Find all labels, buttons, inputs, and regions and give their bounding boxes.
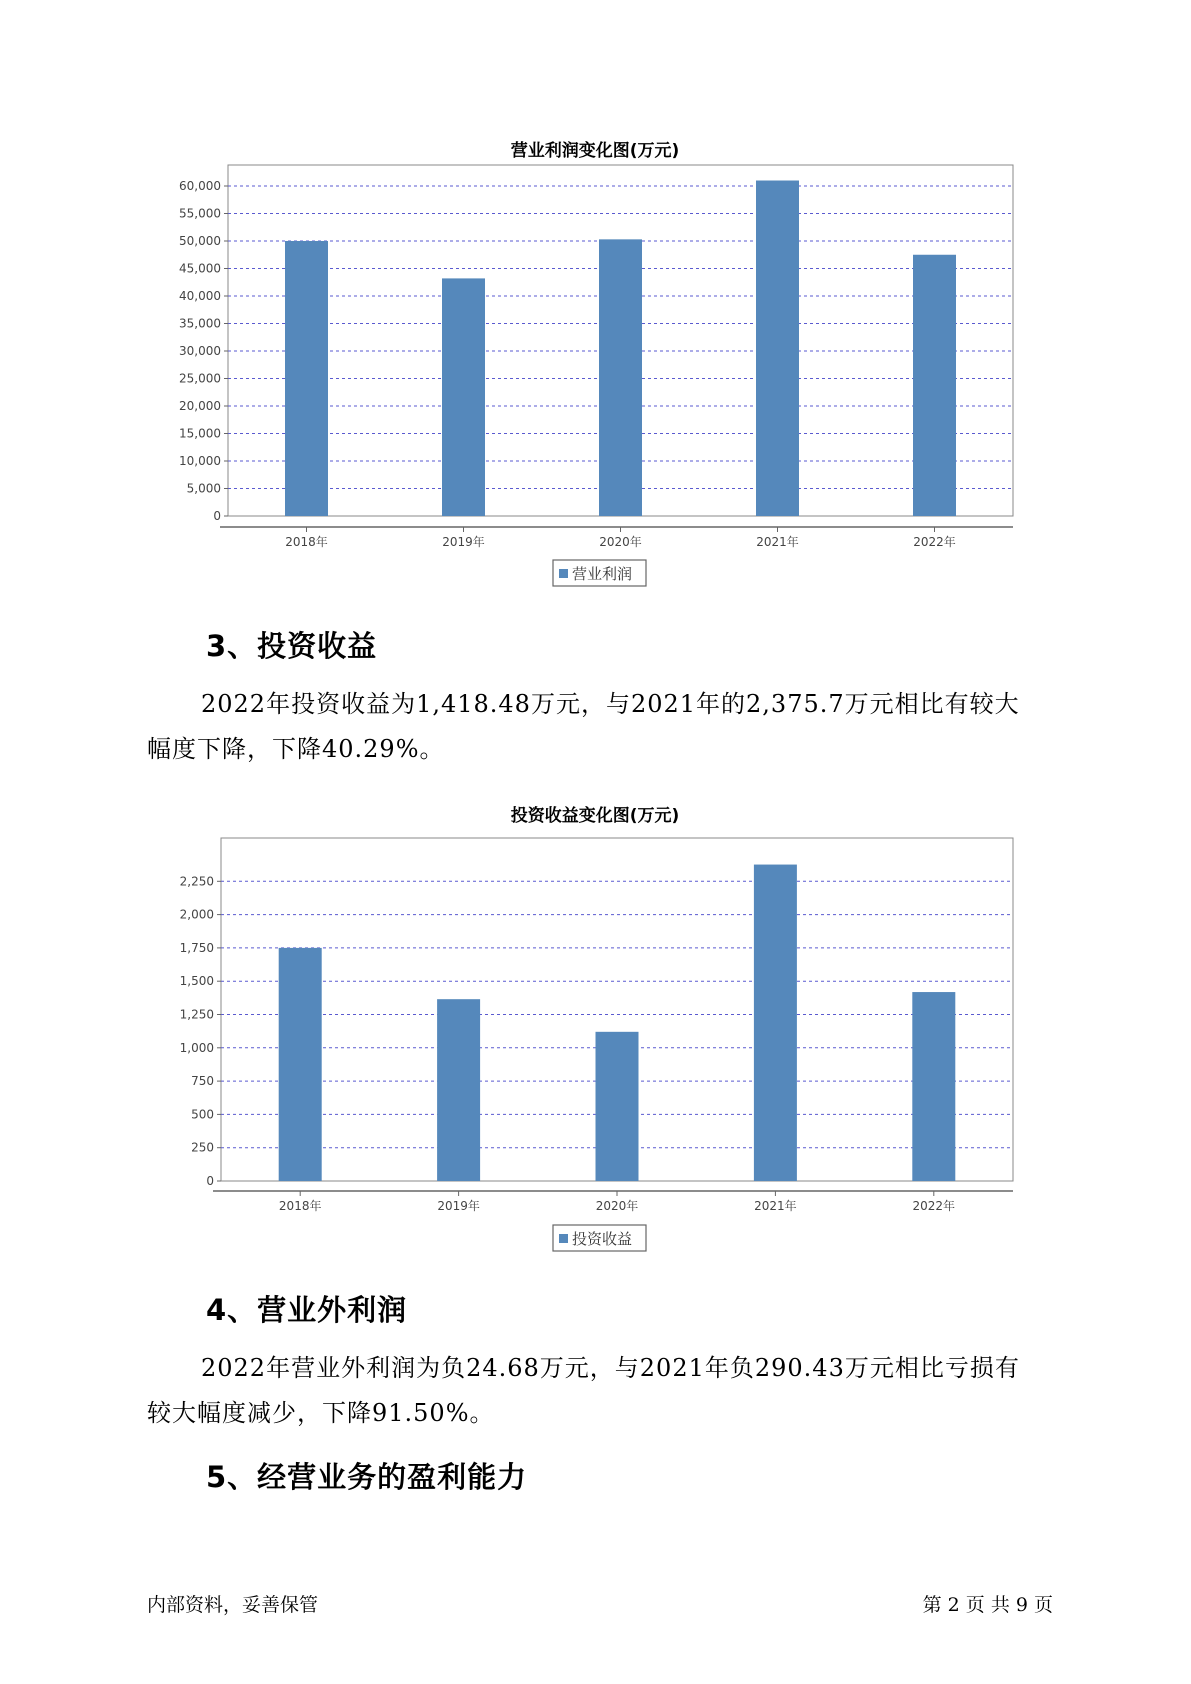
y-tick-label: 30,000 [179,344,221,358]
y-tick-label: 250 [191,1140,214,1155]
x-tick-label: 2021年 [754,1199,797,1213]
bar [599,239,642,516]
y-tick-label: 60,000 [179,179,221,193]
chart-title: 营业利润变化图(万元) [510,141,680,161]
y-tick-label: 750 [191,1074,214,1089]
legend-swatch [559,1234,568,1243]
y-tick-label: 10,000 [179,454,221,468]
x-tick-label: 2020年 [599,535,642,549]
y-tick-label: 2,000 [179,907,214,922]
footer-confidential-note: 内部资料，妥善保管 [147,1594,319,1616]
legend-swatch [559,569,568,578]
footer-page-number: 第 2 页 共 9 页 [922,1594,1053,1616]
bar [442,278,485,516]
legend-label: 营业利润 [572,565,633,583]
operating-profit-chart-svg [0,130,1191,600]
bar [913,255,956,516]
bar [754,865,797,1181]
x-tick-label: 2021年 [756,535,799,549]
x-tick-label: 2018年 [278,1199,322,1213]
x-tick-label: 2022年 [912,1199,956,1213]
section-heading-non-operating-profit: 4、营业外利润 [206,1293,408,1327]
chart-legend [553,560,646,586]
legend-label: 投资收益 [572,1230,633,1248]
paragraph-line: 较大幅度减少，下降91.50%。 [147,1399,495,1427]
non-operating-profit-paragraph [147,1346,1067,1436]
x-tick-label: 2020年 [595,1199,639,1213]
y-tick-label: 1,750 [179,940,214,955]
y-tick-label: 0 [206,1174,214,1188]
investment-income-chart [0,795,1191,1265]
bar [596,1032,639,1181]
x-tick-label: 2018年 [285,535,328,549]
x-tick-label: 2019年 [442,535,485,549]
investment-income-chart-svg [0,795,1191,1265]
y-tick-label: 1,000 [179,1040,214,1055]
operating-profit-chart [0,130,1191,600]
y-tick-label: 2,250 [179,874,214,889]
paragraph-line: 2022年营业外利润为负24.68万元，与2021年负290.43万元相比亏损有 [201,1354,1020,1382]
y-tick-label: 500 [191,1107,214,1122]
paragraph-line: 幅度下降，下降40.29%。 [147,735,445,763]
y-tick-label: 25,000 [179,371,221,386]
y-tick-label: 0 [213,509,221,523]
bar [285,241,328,516]
x-tick-label: 2019年 [437,1199,480,1213]
y-tick-label: 35,000 [179,316,221,331]
bar [437,999,480,1181]
section-heading-investment-income: 3、投资收益 [206,629,378,663]
y-tick-label: 45,000 [179,261,221,276]
y-tick-label: 20,000 [179,399,221,413]
x-tick-label: 2022年 [913,535,956,549]
y-tick-label: 55,000 [179,206,221,221]
y-tick-label: 5,000 [186,481,221,496]
chart-legend [553,1225,646,1251]
y-tick-label: 1,500 [179,974,214,989]
paragraph-line: 2022年投资收益为1,418.48万元，与2021年的2,375.7万元相比有较大 [201,690,1020,718]
y-tick-label: 1,250 [179,1007,214,1022]
chart-title: 投资收益变化图(万元) [510,806,680,826]
y-tick-label: 40,000 [179,289,221,303]
y-tick-label: 15,000 [179,426,221,441]
y-tick-label: 50,000 [179,234,221,248]
investment-income-paragraph [147,682,1067,772]
bar [912,992,955,1181]
bar [279,948,322,1181]
bar [756,181,799,517]
section-heading-operating-profitability: 5、经营业务的盈利能力 [206,1460,528,1494]
